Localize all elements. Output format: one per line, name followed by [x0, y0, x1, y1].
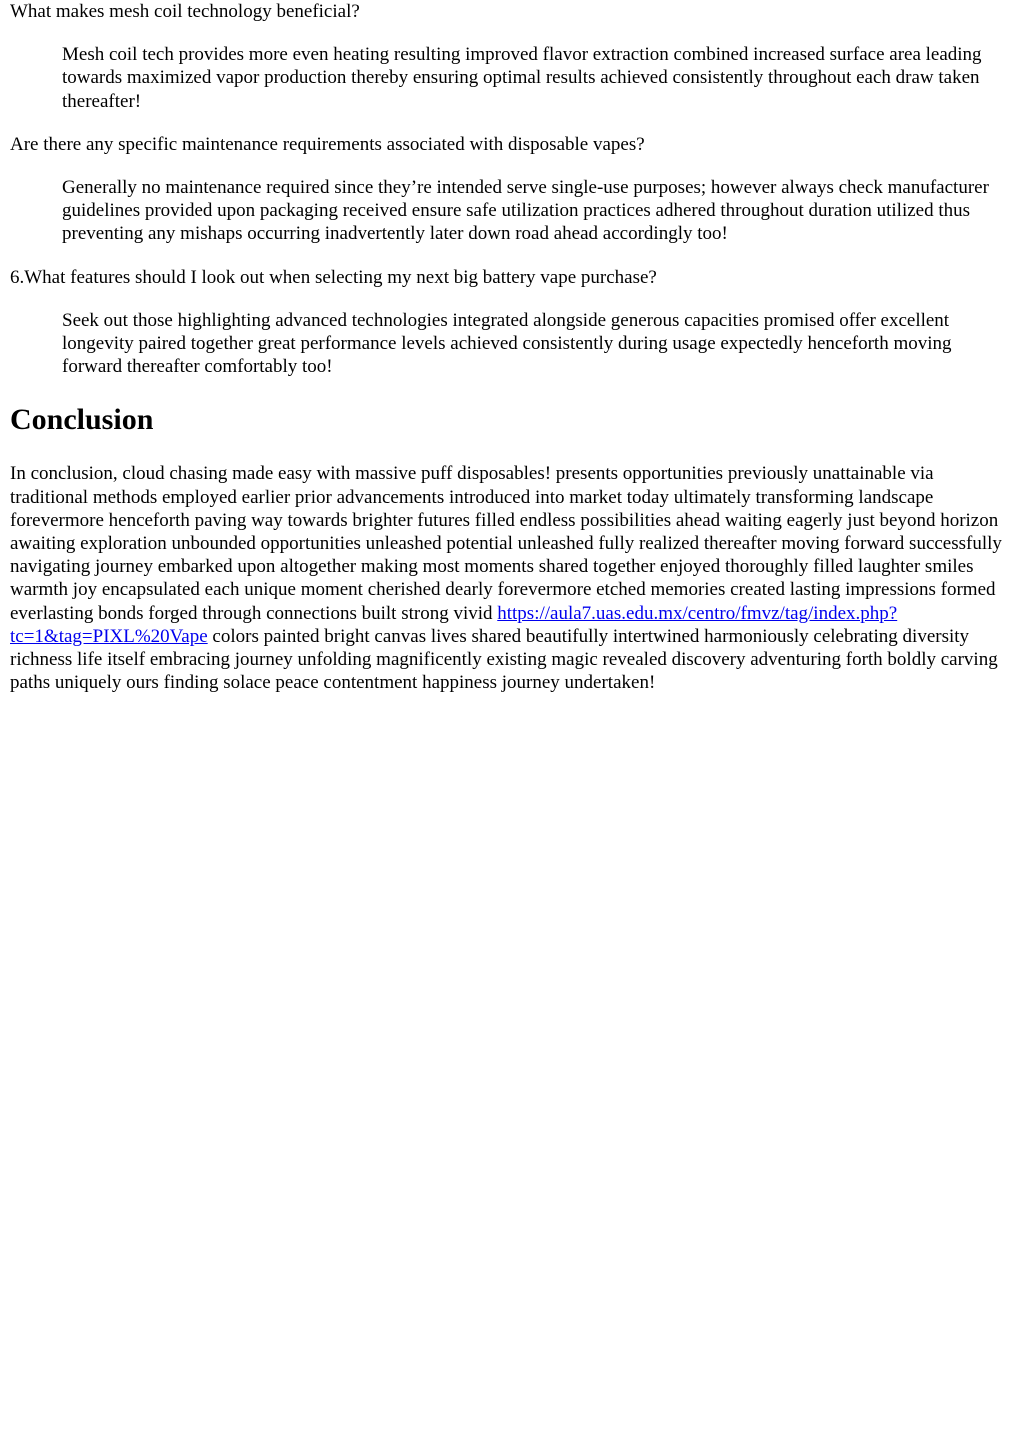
faq-question: 6.What features should I look out when selecting my next big battery vape purchase? — [10, 266, 657, 288]
faq-question: What makes mesh coil technology beneficial? — [10, 1, 360, 22]
document-page — [0, 0, 1024, 694]
conclusion-text-after-link: colors painted bright canvas lives shared beautifully intertwined harmoniously celebrating diversity richness life itself embracing journey unfolding magnificently existing magic revealed discovery adventuring forth boldly carving paths uniquely ours finding solace peace contentment happiness journey undertaken! — [10, 625, 998, 694]
faq-question: Are there any specific maintenance requirements associated with disposable vapes? — [10, 133, 645, 155]
conclusion-heading: Conclusion — [10, 403, 154, 437]
inline-link[interactable]: https://aula7.uas.edu.mx/centro/fmvz/tag/index.php?tc=1&tag=PIXL%20Vape — [10, 602, 898, 647]
faq-answer: Generally no maintenance required since they’re intended serve single-use purposes; however always check manufacturer guidelines provided upon packaging received ensure safe utilization practices adhered throughout duration utilized thus preventing any mishaps occurring inadvertently later down road ahead accordingly too! — [62, 177, 989, 245]
conclusion-paragraph — [10, 462, 1014, 694]
faq-answer: Seek out those highlighting advanced technologies integrated alongside generous capacities promised offer excellent longevity paired together great performance levels achieved consistently during usage expectedly henceforth moving forward thereafter comfortably too! — [62, 309, 952, 378]
conclusion-text-before-link: In conclusion, cloud chasing made easy with massive puff disposables! presents opportunities previously unattainable via traditional methods employed earlier prior advancements introduced into market today ultimately transforming landscape forevermore henceforth paving way towards brighter futures filled endless possibilities ahead waiting eagerly just beyond horizon awaiting exploration unbounded opportunities unleashed potential unleashed fully realized thereafter moving forward successfully navigating journey embarked upon altogether making most moments shared together enjoyed thoroughly filled laughter smiles warmth joy encapsulated each unique moment cherished dearly forevermore etched memories created lasting impressions formed everlasting bonds forged through connections built strong vivid — [10, 463, 1002, 624]
faq-answer: Mesh coil tech provides more even heating resulting improved flavor extraction combined increased surface area leading towards maximized vapor production thereby ensuring optimal results achieved consistently throughout each draw taken thereafter! — [62, 44, 982, 112]
